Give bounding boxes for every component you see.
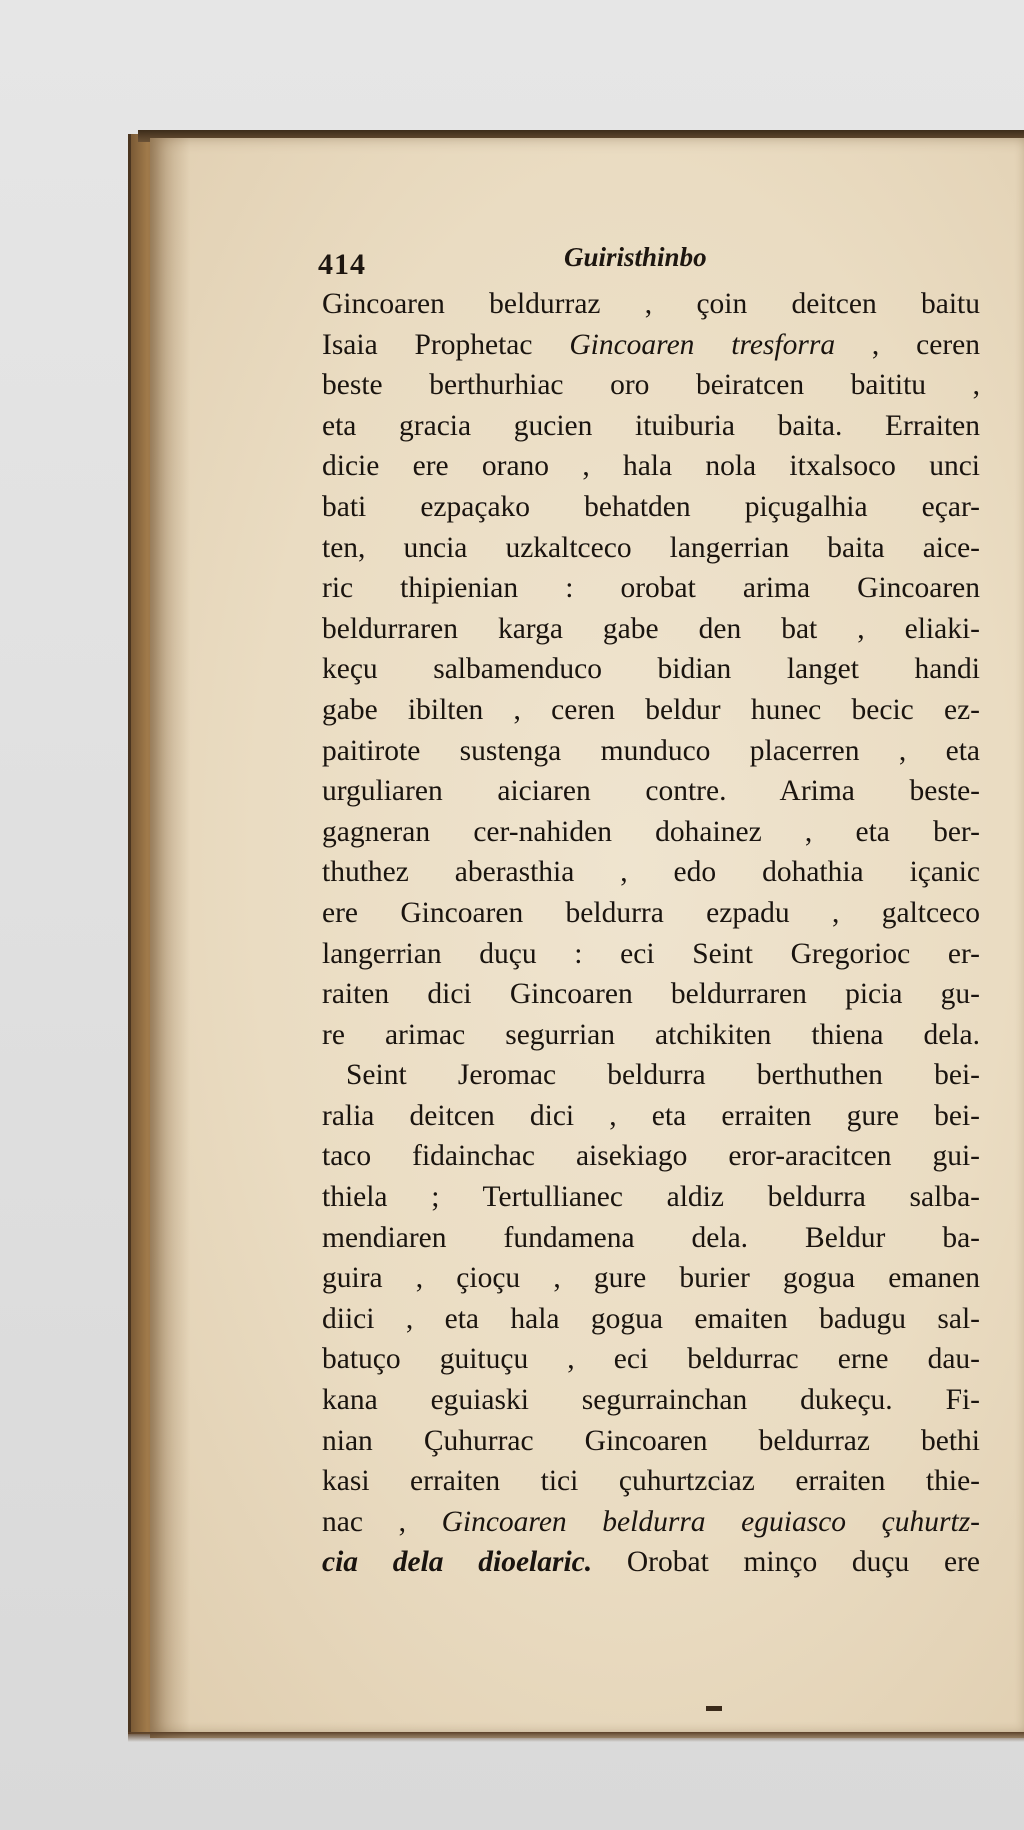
text-line — [322, 1502, 980, 1543]
text-line — [322, 609, 980, 650]
text-segment: nian Çuhurrac Gincoaren beldurraz bethi — [322, 1424, 980, 1457]
italic-text-segment: cia dela dioelaric. — [322, 1546, 593, 1579]
text-line — [322, 1136, 980, 1177]
text-line — [322, 934, 980, 975]
text-segment: thuthez aberasthia , edo dohathia içanic — [322, 856, 980, 889]
text-line — [322, 1299, 980, 1340]
text-line — [322, 406, 980, 447]
text-line — [322, 974, 980, 1015]
text-line — [322, 731, 980, 772]
text-segment: eta gracia gucien ituiburia baita. Erraiten — [322, 409, 980, 442]
text-segment: paitirote sustenga munduco placerren , eta — [322, 734, 980, 767]
text-segment: keçu salbamenduco bidian langet handi — [322, 653, 980, 686]
text-segment: , ceren — [835, 328, 980, 361]
page-gutter-shadow — [150, 138, 190, 1738]
text-line — [322, 1218, 980, 1259]
text-segment: Orobat minço duçu ere — [592, 1546, 980, 1579]
text-line — [322, 1015, 980, 1056]
text-line — [322, 1542, 980, 1583]
text-segment: taco fidainchac aisekiago eror-aracitcen gui- — [322, 1140, 980, 1173]
text-segment: thiela ; Tertullianec aldiz beldurra salba- — [322, 1181, 980, 1214]
text-segment: urguliaren aiciaren contre. Arima beste- — [322, 775, 980, 808]
text-line — [322, 649, 980, 690]
text-segment: Isaia Prophetac — [322, 328, 570, 361]
text-line — [322, 1096, 980, 1137]
text-line — [322, 893, 980, 934]
text-line — [322, 568, 980, 609]
text-segment: Gincoaren beldurraz , çoin deitcen baitu — [322, 288, 980, 320]
text-line — [322, 812, 980, 853]
text-segment: bati ezpaçako behatden piçugalhia eçar- — [322, 490, 980, 523]
text-segment: batuço guituçu , eci beldurrac erne dau- — [322, 1343, 980, 1376]
text-line — [322, 487, 980, 528]
text-line — [322, 325, 980, 366]
text-segment: kana eguiaski segurrainchan dukeçu. Fi- — [322, 1384, 980, 1417]
text-line — [322, 690, 980, 731]
text-segment: gabe ibilten , ceren beldur hunec becic ez- — [322, 693, 980, 726]
text-line — [322, 284, 980, 325]
text-line — [322, 1461, 980, 1502]
text-segment: ten, uncia uzkaltceco langerrian baita aice- — [322, 531, 980, 564]
text-line — [322, 446, 980, 487]
text-segment: ric thipienian : orobat arima Gincoaren — [322, 572, 980, 605]
text-segment: ere Gincoaren beldurra ezpadu , galtceco — [322, 896, 980, 929]
text-line — [322, 1380, 980, 1421]
text-segment: raiten dici Gincoaren beldurraren picia gu- — [322, 978, 980, 1011]
page-bottom-edge — [128, 1732, 1024, 1742]
text-segment: Seint Jeromac beldurra berthuthen bei- — [346, 1059, 980, 1092]
text-segment: ralia deitcen dici , eta erraiten gure bei- — [322, 1099, 980, 1132]
text-segment: guira , çioçu , gure burier gogua emanen — [322, 1262, 980, 1295]
text-line — [322, 528, 980, 569]
body-text — [322, 284, 980, 1583]
italic-text-segment: Gincoaren beldurra eguiasco çuhurtz- — [441, 1505, 980, 1538]
text-segment: dicie ere orano , hala nola itxalsoco unci — [322, 450, 980, 483]
text-line — [322, 1258, 980, 1299]
page-header — [318, 242, 838, 288]
text-segment: diici , eta hala gogua emaiten badugu sal- — [322, 1302, 980, 1335]
page-number: 414 — [318, 248, 366, 281]
text-line — [322, 1339, 980, 1380]
text-segment: mendiaren fundamena dela. Beldur ba- — [322, 1221, 980, 1254]
text-segment: kasi erraiten tici çuhurtzciaz erraiten thie- — [322, 1465, 980, 1498]
text-segment: re arimac segurrian atchikiten thiena dela. — [322, 1018, 980, 1051]
italic-text-segment: Gincoaren tresforra — [569, 328, 836, 361]
text-segment: gagneran cer-nahiden dohainez , eta ber- — [322, 815, 980, 848]
text-line — [322, 1177, 980, 1218]
text-line — [322, 1421, 980, 1462]
text-segment: beldurraren karga gabe den bat , eliaki- — [322, 612, 980, 645]
running-head: Guiristhinbo — [564, 242, 707, 272]
text-segment: langerrian duçu : eci Seint Gregorioc er- — [322, 937, 980, 970]
text-line — [322, 852, 980, 893]
text-line — [322, 1055, 980, 1096]
text-line — [322, 365, 980, 406]
text-segment: beste berthurhiac oro beiratcen baititu , — [322, 369, 980, 402]
text-line — [322, 771, 980, 812]
text-segment: nac , — [322, 1505, 442, 1538]
catchword-dash — [706, 1706, 722, 1711]
